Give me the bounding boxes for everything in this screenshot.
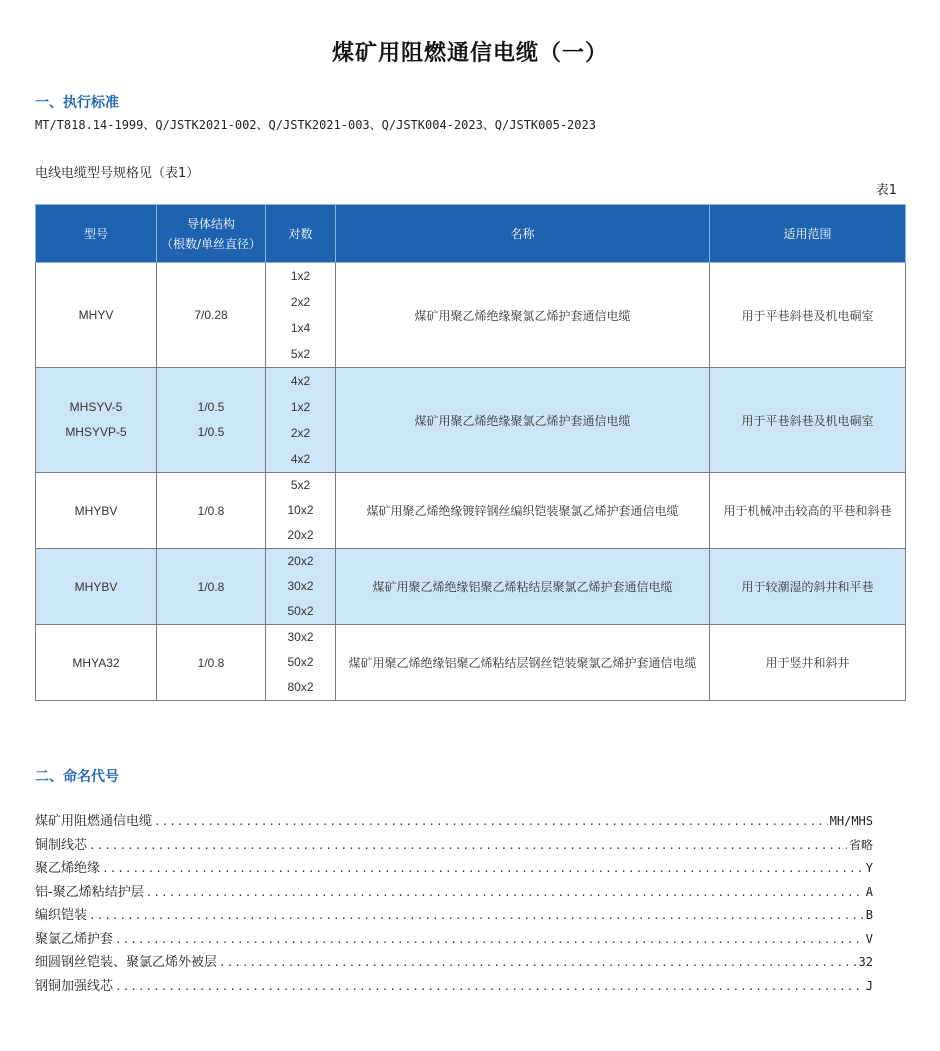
standards-list: MT/T818.14-1999、Q/JSTK2021-002、Q/JSTK2021-003、Q/JSTK004-2023、Q/JSTK005-2023 bbox=[35, 118, 596, 132]
cell-structure bbox=[157, 368, 266, 473]
pair-value: 2x2 bbox=[290, 426, 311, 440]
model-value: MHYV bbox=[78, 308, 114, 322]
pair-value: 20x2 bbox=[287, 554, 314, 568]
dot-leader bbox=[154, 810, 828, 834]
cell-name: 煤矿用聚乙烯绝缘聚氯乙烯护套通信电缆 bbox=[336, 263, 710, 368]
cell-name: 煤矿用聚乙烯绝缘铝聚乙烯粘结层聚氯乙烯护套通信电缆 bbox=[336, 549, 710, 625]
cell-structure bbox=[157, 625, 266, 701]
page-title: 煤矿用阻燃通信电缆（一） bbox=[331, 41, 608, 66]
cell-structure bbox=[157, 263, 266, 368]
pair-value: 10x2 bbox=[287, 503, 314, 517]
dot-leader bbox=[89, 904, 864, 928]
code-value: B bbox=[865, 908, 873, 922]
dot-leader bbox=[219, 951, 857, 975]
code-value: MH/MHS bbox=[829, 814, 873, 828]
model-value: MHSYVP-5 bbox=[65, 425, 127, 439]
cell-pairs bbox=[266, 263, 336, 368]
pair-value: 30x2 bbox=[287, 630, 314, 644]
code-label: 聚氯乙烯护套 bbox=[35, 931, 114, 947]
naming-code-list bbox=[35, 810, 873, 998]
pair-value: 5x2 bbox=[290, 347, 311, 361]
code-label: 铝-聚乙烯粘结护层 bbox=[35, 884, 144, 900]
dot-leader bbox=[115, 928, 864, 952]
model-value: MHYBV bbox=[74, 503, 118, 518]
header-structure bbox=[157, 205, 266, 263]
header-pairs: 对数 bbox=[266, 205, 336, 263]
header-name: 名称 bbox=[336, 205, 710, 263]
pair-value: 1x2 bbox=[290, 269, 311, 283]
cell-usage: 用于平巷斜巷及机电硐室 bbox=[710, 263, 906, 368]
cell-name: 煤矿用聚乙烯绝缘镀锌钢丝编织铠装聚氯乙烯护套通信电缆 bbox=[336, 473, 710, 549]
list-item bbox=[35, 834, 873, 858]
structure-value: 1/0.8 bbox=[197, 503, 225, 518]
cell-usage: 用于平巷斜巷及机电硐室 bbox=[710, 368, 906, 473]
pair-value: 5x2 bbox=[290, 478, 311, 492]
structure-value: 1/0.8 bbox=[197, 655, 225, 670]
cell-pairs bbox=[266, 368, 336, 473]
pair-value: 2x2 bbox=[290, 295, 311, 309]
code-value: J bbox=[865, 978, 873, 993]
cell-structure bbox=[157, 549, 266, 625]
cell-model bbox=[36, 625, 157, 701]
section-heading-standards: 一、执行标准 bbox=[35, 95, 119, 111]
model-value: MHYA32 bbox=[72, 655, 120, 670]
list-item bbox=[35, 881, 873, 905]
header-usage: 适用范围 bbox=[710, 205, 906, 263]
code-value: A bbox=[865, 884, 873, 899]
pair-value: 20x2 bbox=[287, 528, 314, 542]
cell-name: 煤矿用聚乙烯绝缘铝聚乙烯粘结层钢丝铠装聚氯乙烯护套通信电缆 bbox=[336, 625, 710, 701]
cell-usage: 用于竖井和斜井 bbox=[710, 625, 906, 701]
pair-value: 50x2 bbox=[287, 604, 314, 618]
code-label: 铜制线芯 bbox=[35, 837, 88, 853]
list-item bbox=[35, 810, 873, 834]
cell-model bbox=[36, 368, 157, 473]
code-value: 32 bbox=[858, 955, 873, 969]
header-structure-line1: 导体结构 bbox=[186, 216, 235, 231]
pair-value: 50x2 bbox=[287, 655, 314, 669]
table-label: 表1 bbox=[875, 183, 897, 198]
dot-leader bbox=[102, 857, 864, 881]
cell-usage: 用于较潮湿的斜井和平巷 bbox=[710, 549, 906, 625]
code-label: 细圆钢丝铠装、聚氯乙烯外被层 bbox=[35, 955, 218, 970]
table-intro: 电线电缆型号规格见（表1） bbox=[35, 166, 200, 181]
list-item bbox=[35, 951, 873, 975]
header-model: 型号 bbox=[36, 205, 157, 263]
table-row bbox=[36, 368, 906, 473]
model-value: MHYBV bbox=[74, 579, 118, 594]
code-label: 聚乙烯绝缘 bbox=[35, 861, 101, 876]
list-item bbox=[35, 975, 873, 999]
pair-value: 4x2 bbox=[290, 374, 311, 388]
code-label: 煤矿用阻燃通信电缆 bbox=[35, 814, 153, 829]
cell-usage: 用于机械冲击较高的平巷和斜巷 bbox=[710, 473, 906, 549]
model-value: MHSYV-5 bbox=[69, 400, 123, 414]
code-value: V bbox=[865, 931, 873, 946]
cell-model bbox=[36, 263, 157, 368]
table-row bbox=[36, 263, 906, 368]
cell-structure bbox=[157, 473, 266, 549]
list-item bbox=[35, 928, 873, 952]
structure-value: 1/0.8 bbox=[197, 579, 225, 594]
cell-name: 煤矿用聚乙烯绝缘聚氯乙烯护套通信电缆 bbox=[336, 368, 710, 473]
cell-pairs bbox=[266, 473, 336, 549]
dot-leader bbox=[115, 975, 864, 999]
cell-pairs bbox=[266, 625, 336, 701]
code-value: 省略 bbox=[848, 837, 873, 852]
header-structure-line2: （根数/单丝直径） bbox=[160, 236, 262, 251]
cell-pairs bbox=[266, 549, 336, 625]
structure-value: 1/0.5 bbox=[197, 425, 225, 439]
list-item bbox=[35, 857, 873, 881]
code-value: Y bbox=[865, 861, 873, 875]
pair-value: 4x2 bbox=[290, 452, 311, 466]
spec-table bbox=[35, 204, 906, 701]
dot-leader bbox=[89, 834, 847, 858]
table-header-row bbox=[36, 205, 906, 263]
pair-value: 1x2 bbox=[290, 400, 311, 414]
code-label: 编织铠装 bbox=[35, 908, 88, 923]
structure-value: 1/0.5 bbox=[197, 400, 225, 414]
table-row bbox=[36, 549, 906, 625]
code-label: 钢铜加强线芯 bbox=[35, 978, 114, 994]
section-heading-naming-codes: 二、命名代号 bbox=[35, 769, 119, 785]
pair-value: 1x4 bbox=[290, 321, 311, 335]
structure-value: 7/0.28 bbox=[194, 308, 228, 322]
list-item bbox=[35, 904, 873, 928]
table-row bbox=[36, 625, 906, 701]
table-row bbox=[36, 473, 906, 549]
cell-model bbox=[36, 549, 157, 625]
pair-value: 30x2 bbox=[287, 579, 314, 593]
dot-leader bbox=[146, 881, 864, 905]
cell-model bbox=[36, 473, 157, 549]
pair-value: 80x2 bbox=[287, 680, 314, 694]
